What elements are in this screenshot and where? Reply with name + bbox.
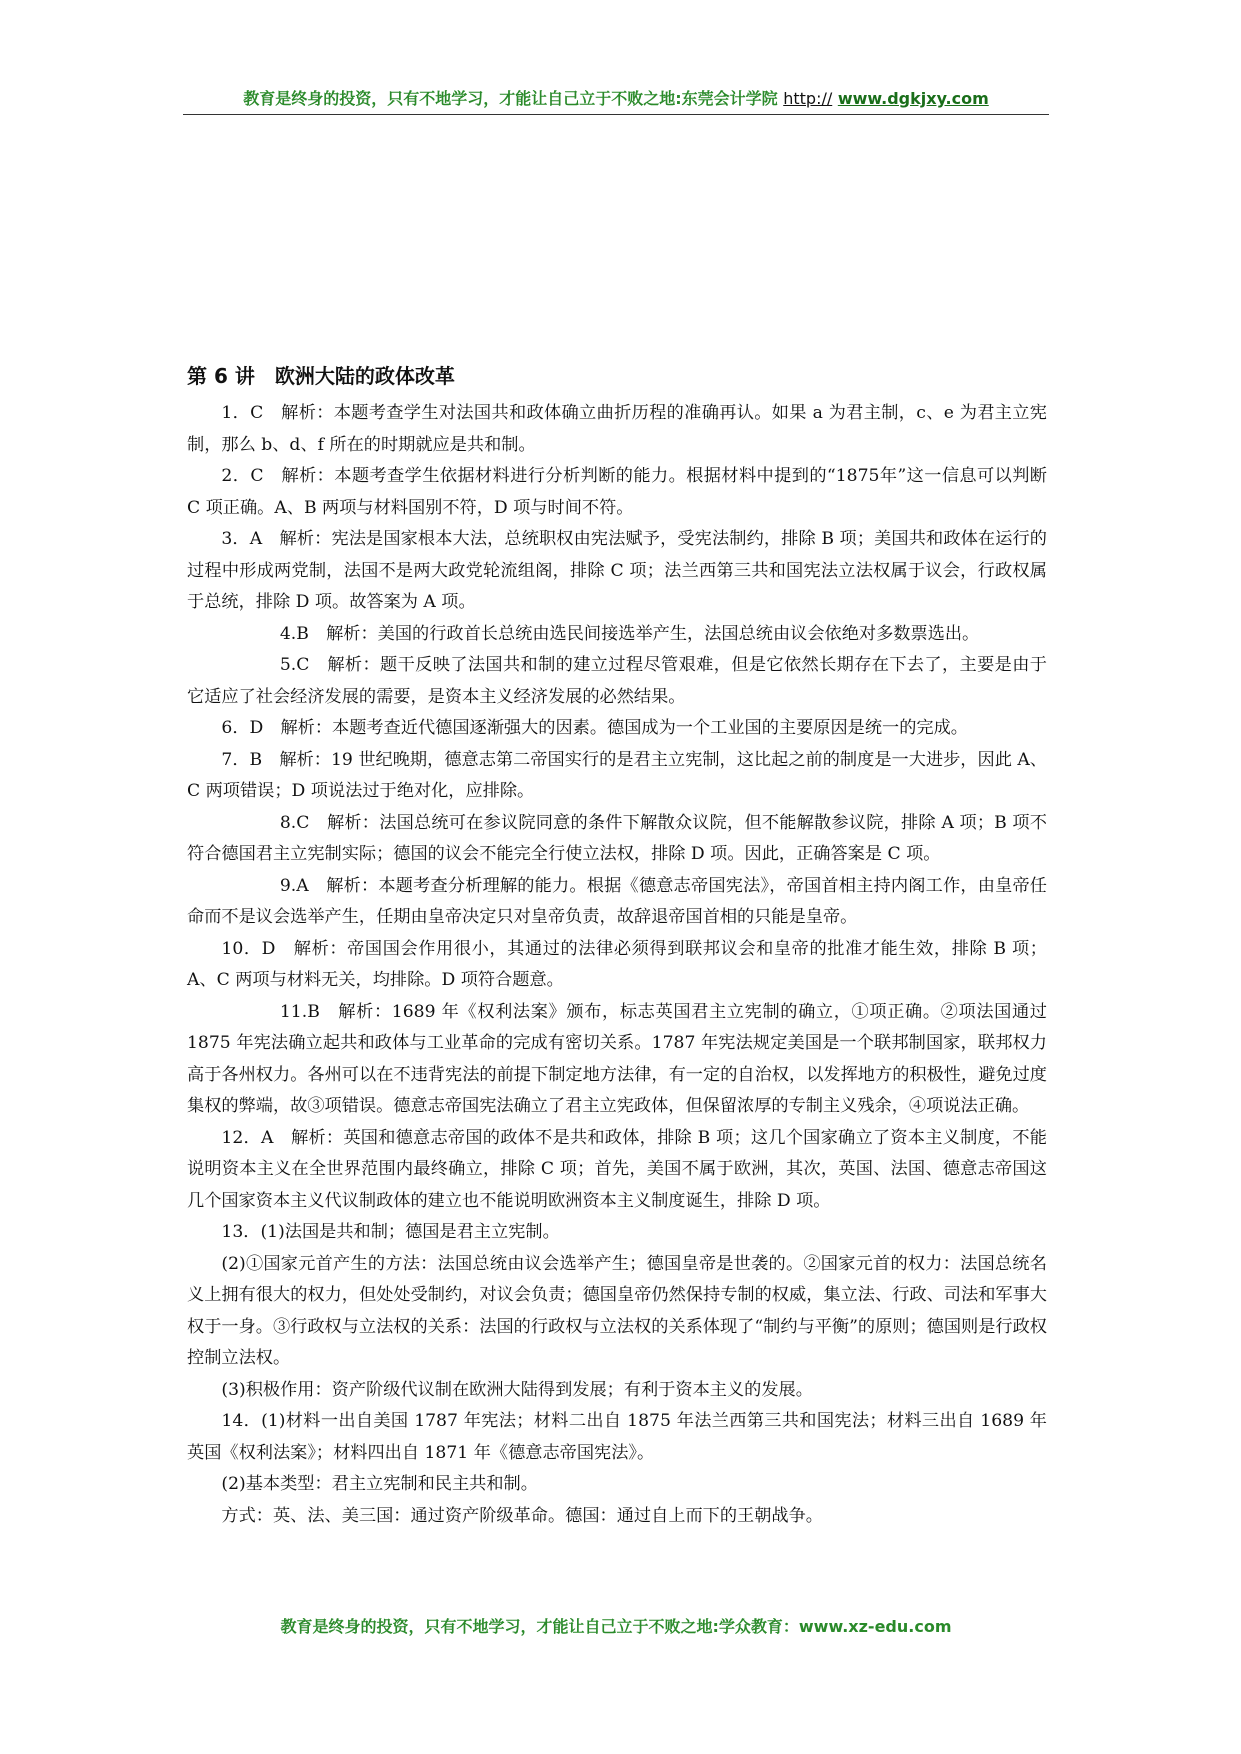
paragraph: 7．B 解析：19 世纪晚期，德意志第二帝国实行的是君主立宪制，这比起之前的制度是一大进步，因此 A、C 两项错误；D 项说法过于绝对化，应排除。 (187, 749, 1047, 801)
paragraph: 13．(1)法国是共和制；德国是君主立宪制。 (221, 1222, 560, 1242)
header-link-protocol[interactable]: http:// (783, 89, 833, 108)
paragraph: 10．D 解析：帝国国会作用很小，其通过的法律必须得到联邦议会和皇帝的批准才能生效，排除 B 项；A、C 两项与材料无关，均排除。D 项符合题意。 (187, 938, 1047, 990)
paragraph: 14．(1)材料一出自美国 1787 年宪法；材料二出自 1875 年法兰西第三共和国宪法；材料三出自 1689 年英国《权利法案》；材料四出自 1871 年《德意志帝国宪法》。 (187, 1411, 1047, 1463)
paragraph: (3)积极作用：资产阶级代议制在欧洲大陆得到发展；有利于资本主义的发展。 (221, 1379, 813, 1400)
paragraph: 9.A 解析：本题考查分析理解的能力。根据《德意志帝国宪法》，帝国首相主持内阁工作，由皇帝任命而不是议会选举产生，任期由皇帝决定只对皇帝负责，故辞退帝国首相的只能是皇帝。 (187, 875, 1047, 927)
paragraph: 12．A 解析：英国和德意志帝国的政体不是共和政体，排除 B 项；这几个国家确立了资本主义制度，不能说明资本主义在全世界范围内最终确立，排除 C 项；首先，美国不属于欧洲，其次，英国、法国、德意志帝国这几个国家资本主义代议制政体的建立也不能说明欧洲资本主义制度诞生，排除 D 项。 (187, 1127, 1047, 1211)
answer-content (187, 398, 1047, 1532)
header-link-site[interactable]: www.dgkjxy.com (837, 89, 989, 108)
page-header (183, 88, 1049, 110)
paragraph: 2．C 解析：本题考查学生依据材料进行分析判断的能力。根据材料中提到的“1875年”这一信息可以判断 C 项正确。A、B 两项与材料国别不符，D 项与时间不符。 (187, 466, 1047, 518)
paragraph: 5.C 解析：题干反映了法国共和制的建立过程尽管艰难，但是它依然长期存在下去了，主要是由于它适应了社会经济发展的需要，是资本主义经济发展的必然结果。 (187, 655, 1047, 707)
header-divider (183, 114, 1049, 115)
paragraph: 1．C 解析：本题考查学生对法国共和政体确立曲折历程的准确再认。如果 a 为君主制，c、e 为君主立宪制，那么 b、d、f 所在的时期就应是共和制。 (187, 403, 1047, 455)
paragraph: 11.B 解析：1689 年《权利法案》颁布，标志英国君主立宪制的确立，①项正确。②项法国通过 1875 年宪法确立起共和政体与工业革命的完成有密切关系。1787 年宪法规定美国是一个联邦制国家，联邦权力高于各州权力。各州可以在不违背宪法的前提下制定地方法律，有一定的自治权，以发挥地方的积极性，避免过度集权的弊端，故③项错误。德意志帝国宪法确立了君主立宪政体，但保留浓厚的专制主义残余，④项说法正确。 (187, 1001, 1047, 1116)
paragraph: (2)基本类型：君主立宪制和民主共和制。 (221, 1474, 538, 1494)
page-footer: 教育是终身的投资，只有不地学习，才能让自己立于不败之地:学众教育：www.xz-edu.com (280, 1617, 952, 1636)
paragraph: 方式：英、法、美三国：通过资产阶级革命。德国：通过自上而下的王朝战争。 (221, 1505, 823, 1526)
paragraph: 6．D 解析：本题考查近代德国逐渐强大的因素。德国成为一个工业国的主要原因是统一的完成。 (221, 718, 968, 738)
paragraph: 8.C 解析：法国总统可在参议院同意的条件下解散众议院，但不能解散参议院，排除 A 项；B 项不符合德国君主立宪制实际；德国的议会不能完全行使立法权，排除 D 项。因此，正确答案是 C 项。 (187, 812, 1047, 864)
header-text: 教育是终身的投资，只有不地学习，才能让自己立于不败之地:东莞会计学院 (243, 89, 778, 108)
paragraph: 4.B 解析：美国的行政首长总统由选民间接选举产生，法国总统由议会依绝对多数票选出。 (279, 623, 980, 644)
section-title: 第 6 讲 欧洲大陆的政体改革 (187, 364, 455, 388)
paragraph: 3．A 解析：宪法是国家根本大法，总统职权由宪法赋予，受宪法制约，排除 B 项；美国共和政体在运行的过程中形成两党制，法国不是两大政党轮流组阁，排除 C 项；法兰西第三共和国宪法立法权属于议会，行政权属于总统，排除 D 项。故答案为 A 项。 (187, 529, 1047, 612)
paragraph: (2)①国家元首产生的方法：法国总统由议会选举产生；德国皇帝是世袭的。②国家元首的权力：法国总统名义上拥有很大的权力，但处处受制约，对议会负责；德国皇帝仍然保持专制的权威，集立法、行政、司法和军事大权于一身。③行政权与立法权的关系：法国的行政权与立法权的关系体现了“制约与平衡”的原则；德国则是行政权控制立法权。 (187, 1253, 1047, 1368)
